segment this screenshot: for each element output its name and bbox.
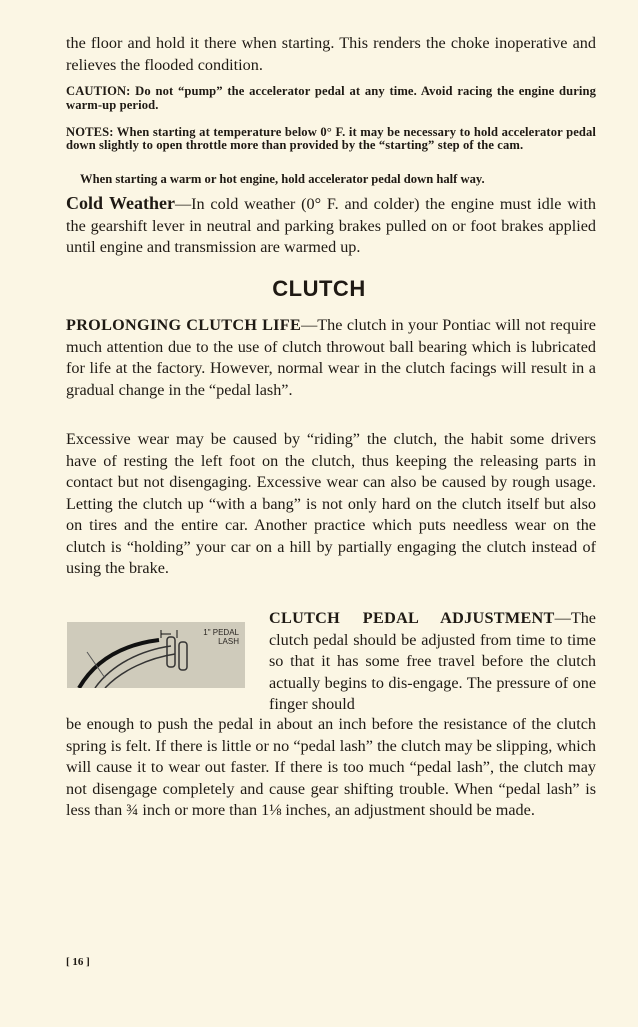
warm-engine-note <box>80 172 596 186</box>
excessive-wear-paragraph <box>66 429 596 580</box>
adjustment-paragraph-continued <box>66 714 596 822</box>
figure-label-lash: LASH <box>218 637 239 646</box>
cold-weather-text: —In cold weather (0° F. and colder) the engine must idle with the gearshift lever in neutral and parking brakes pulled on or foot brakes applied until engine and transmission are warmed up. <box>66 195 596 256</box>
pedal-lash-illustration <box>67 622 245 688</box>
figure-label-pedal: 1" PEDAL <box>203 628 239 637</box>
prolonging-paragraph <box>66 315 596 401</box>
intro-paragraph <box>66 33 596 76</box>
notes-text: NOTES: When starting at temperature below 0° F. it may be necessary to hold accelerator pedal down slightly to open throttle more than provided by the “starting” step of the cam. <box>66 125 596 152</box>
intro-text: the floor and hold it there when starting. This renders the choke inoperative and relieves the flooded condition. <box>66 34 596 74</box>
caution-text: CAUTION: Do not “pump” the accelerator pedal at any time. Avoid racing the engine during warm-up period. <box>66 84 596 112</box>
adjustment-wrapped-text: —The clutch pedal should be adjusted from time to time so that it has some free travel before the clutch actually begins to dis-engage. The pressure of one finger should <box>269 609 596 713</box>
adjustment-heading: CLUTCH PEDAL ADJUSTMENT <box>269 609 555 627</box>
section-title-clutch: CLUTCH <box>272 276 366 301</box>
adjustment-paragraph-wrapped <box>269 608 596 716</box>
notes-paragraph <box>66 126 596 152</box>
page-number: [ 16 ] <box>66 956 90 968</box>
caution-paragraph <box>66 85 596 112</box>
excessive-wear-text: Excessive wear may be caused by “riding” the clutch, the habit some drivers have of resting the left foot on the clutch, thus keeping the releasing parts in contact but not disengaging. Excessive wear can also be caused by rough usage. Letting the clutch up “with a bang” is not only hard on the clutch itself but also on tires and the entire car. Another practice which puts needless wear on the clutch is “holding” your car on a hill by partially engaging the clutch instead of using the brake. <box>66 430 596 577</box>
warm-engine-text: When starting a warm or hot engine, hold accelerator pedal down half way. <box>80 172 485 186</box>
prolonging-text: —The clutch in your Pontiac will not require much attention due to the use of clutch throwout ball bearing which is lubricated for life at the factory. However, normal wear in the clutch facings will result in a gradual change in the “pedal lash”. <box>66 316 596 399</box>
cold-weather-paragraph <box>66 193 596 259</box>
cold-weather-heading: Cold Weather <box>66 193 175 213</box>
prolonging-heading: PROLONGING CLUTCH LIFE <box>66 316 302 334</box>
adjustment-continued-text: be enough to push the pedal in about an inch before the resistance of the clutch spring is felt. If there is little or no “pedal lash” the clutch may be slipping, which will cause it to wear out faster. If there is too much “pedal lash”, the clutch may not disengage completely and cause gear shifting trouble. When “pedal lash” is less than ¾ inch or more than 1⅛ inches, an adjustment should be made. <box>66 715 596 819</box>
